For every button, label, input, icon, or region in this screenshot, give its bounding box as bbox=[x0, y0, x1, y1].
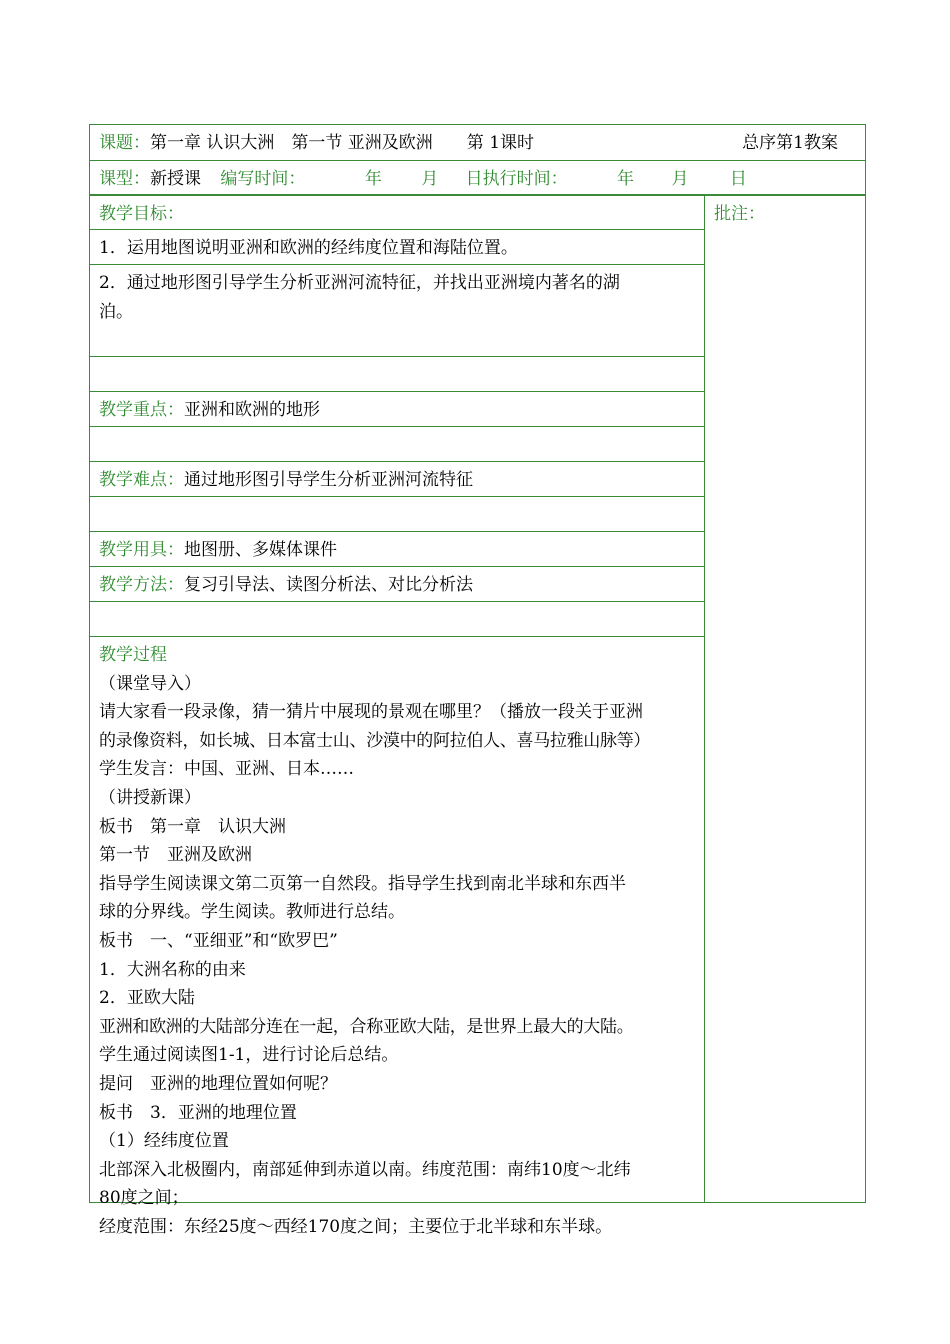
exec-day: 日 bbox=[729, 169, 747, 189]
process-line: 学生发言：中国、亚洲、日本…… bbox=[99, 759, 354, 780]
type-value: 新授课 bbox=[150, 169, 201, 189]
objective-2: 2．通过地形图引导学生分析亚洲河流特征，并找出亚洲境内著名的湖 泊。 bbox=[90, 265, 704, 357]
process-line: 2．亚欧大陆 bbox=[99, 988, 195, 1009]
process-line: 提问 亚洲的地理位置如何呢？ bbox=[99, 1073, 337, 1094]
serial-number: 总序第1教案 bbox=[742, 133, 838, 153]
teaching-process bbox=[90, 637, 704, 1245]
topic-label: 课题： bbox=[99, 133, 150, 153]
process-line: 经度范围：东经25度～西经170度之间；主要位于北半球和东半球。 bbox=[99, 1216, 613, 1237]
process-line: 的录像资料，如长城、日本富士山、沙漠中的阿拉伯人、喜马拉雅山脉等） bbox=[99, 730, 651, 751]
topic-value: 第一章 认识大洲 第一节 亚洲及欧洲 第 1课时 bbox=[150, 133, 535, 153]
lesson-body bbox=[89, 195, 866, 1237]
process-line: 80度之间； bbox=[99, 1188, 189, 1209]
objectives-heading: 教学目标： bbox=[90, 196, 704, 230]
topic-row bbox=[89, 124, 866, 160]
process-line: 板书 一、“亚细亚”和“欧罗巴” bbox=[99, 930, 338, 951]
process-heading: 教学过程 bbox=[99, 645, 167, 665]
write-time-label: 编写时间： bbox=[220, 169, 306, 189]
empty-row-1 bbox=[90, 357, 704, 392]
process-line: 指导学生阅读课文第二页第一自然段。指导学生找到南北半球和东西半 bbox=[99, 873, 626, 894]
exec-time-label: 日执行时间： bbox=[465, 169, 568, 189]
process-line: 第一节 亚洲及欧洲 bbox=[99, 845, 252, 866]
process-line: （1）经纬度位置 bbox=[99, 1131, 229, 1152]
write-month: 月 bbox=[421, 169, 439, 189]
exec-year: 年 bbox=[617, 169, 635, 189]
process-line: 板书 第一章 认识大洲 bbox=[99, 816, 286, 837]
empty-row-4 bbox=[90, 602, 704, 637]
process-line: 学生通过阅读图1-1，进行讨论后总结。 bbox=[99, 1045, 399, 1066]
notes-column bbox=[704, 196, 865, 1202]
notes-label: 批注： bbox=[714, 204, 765, 224]
methods-row: 教学方法：复习引导法、读图分析法、对比分析法 bbox=[90, 567, 704, 602]
process-line: 亚洲和欧洲的大陆部分连在一起，合称亚欧大陆，是世界上最大的大陆。 bbox=[99, 1016, 634, 1037]
lesson-plan-header bbox=[89, 124, 866, 195]
difficulty-row: 教学难点：通过地形图引导学生分析亚洲河流特征 bbox=[90, 462, 704, 497]
process-line: （讲授新课） bbox=[99, 787, 201, 808]
objective-1: 1．运用地图说明亚洲和欧洲的经纬度位置和海陆位置。 bbox=[90, 230, 704, 265]
process-line: 请大家看一段录像，猜一猜片中展现的景观在哪里？（播放一段关于亚洲 bbox=[99, 702, 643, 723]
process-line: 北部深入北极圈内，南部延伸到赤道以南。纬度范围：南纬10度～北纬 bbox=[99, 1159, 631, 1180]
key-point-row: 教学重点：亚洲和欧洲的地形 bbox=[90, 392, 704, 427]
process-line: 板书 3．亚洲的地理位置 bbox=[99, 1102, 297, 1123]
process-line: 1．大洲名称的由来 bbox=[99, 959, 246, 980]
empty-row-2 bbox=[90, 427, 704, 462]
process-line: 球的分界线。学生阅读。教师进行总结。 bbox=[99, 902, 405, 923]
content-column bbox=[90, 196, 704, 1245]
tools-row: 教学用具：地图册、多媒体课件 bbox=[90, 532, 704, 567]
empty-row-3 bbox=[90, 497, 704, 532]
type-label: 课型： bbox=[99, 169, 150, 189]
type-row bbox=[89, 160, 866, 195]
exec-month: 月 bbox=[671, 169, 689, 189]
process-line: （课堂导入） bbox=[99, 673, 201, 694]
write-year: 年 bbox=[364, 169, 382, 189]
